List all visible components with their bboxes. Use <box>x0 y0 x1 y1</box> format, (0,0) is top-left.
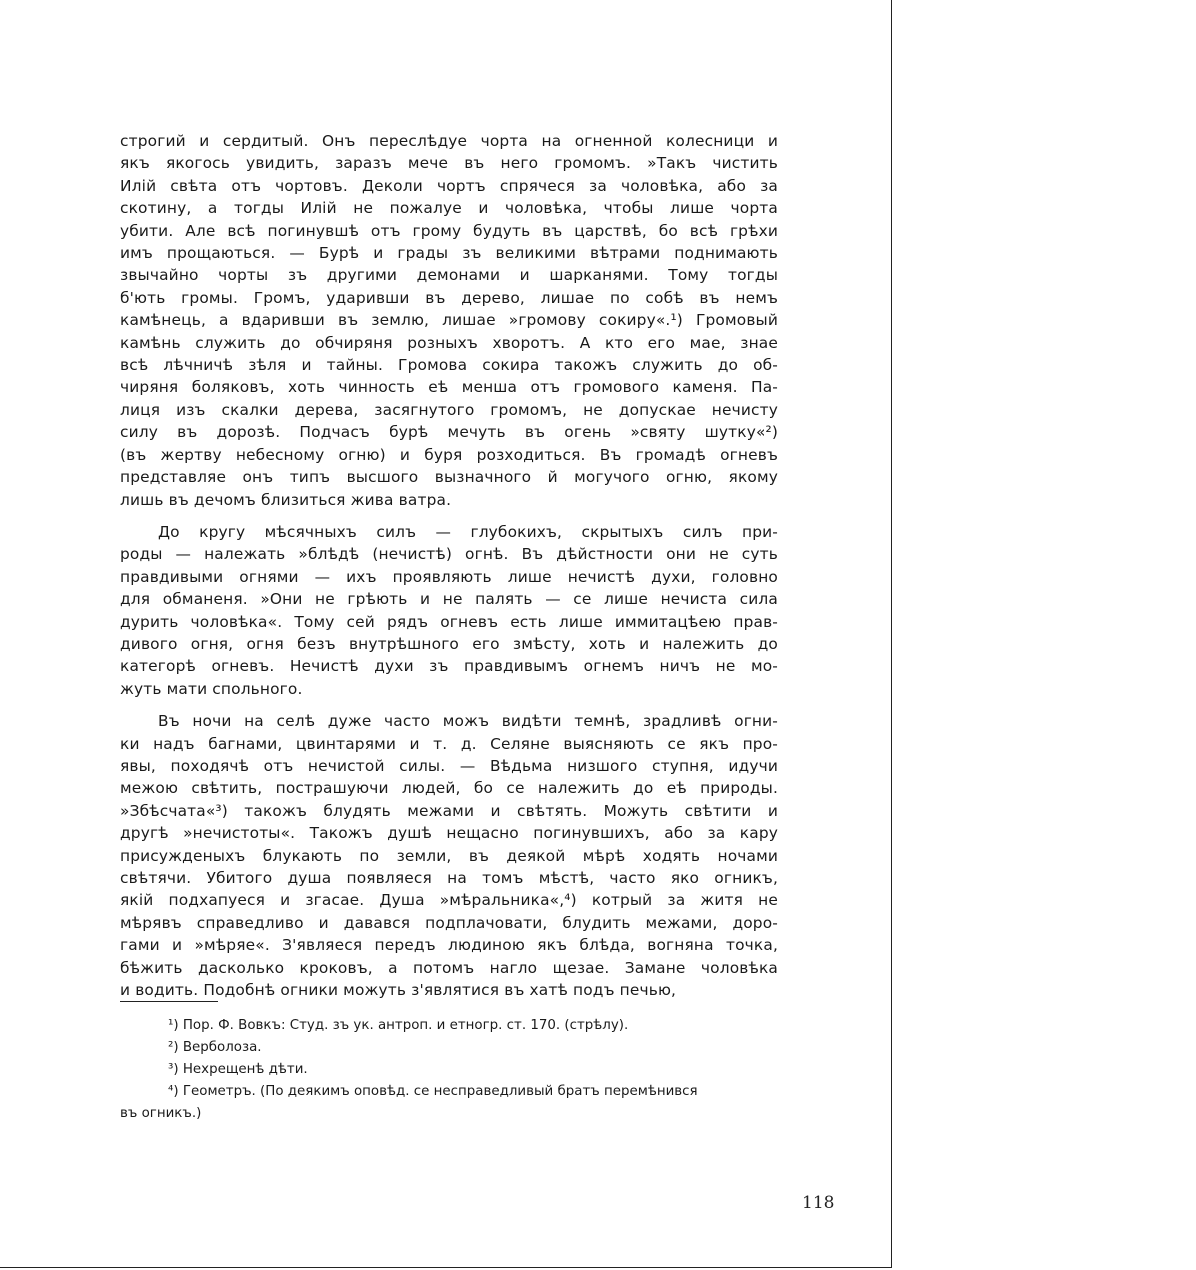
text-line: правдивыми огнями — ихъ проявляють лише нечистѣ духи, головно <box>120 567 778 586</box>
text-line: категорѣ огневъ. Нечистѣ духи зъ правдивымъ огнемъ ничъ не мо- <box>120 657 778 676</box>
text-line: другѣ »нечистоты«. Такожъ душѣ нещасно погинувшихъ, або за кару <box>120 824 778 843</box>
text-line: »Збѣсчата«³) такожъ блудять межами и свѣтять. Можуть свѣтити и <box>120 801 778 820</box>
page-number: 118 <box>802 1193 835 1213</box>
footnotes <box>120 1015 778 1125</box>
text-line: и водить. Подобнѣ огники можуть з'являтися въ хатѣ подъ печью, <box>120 981 677 1000</box>
text-line: камѣнець, а вдаривши въ землю, лишае »громову сокиру«.¹) Громовый <box>120 311 778 330</box>
text-line: убити. Але всѣ погинувшѣ отъ грому будуть въ царствѣ, бо всѣ грѣхи <box>120 221 778 240</box>
text-line: строгий и сердитый. Онъ переслѣдуе чорта на огненной колесници и <box>120 132 778 150</box>
footnote-3: ³) Нехрещенѣ дѣти. <box>168 1062 308 1077</box>
text-line: ки надъ багнами, цвинтарями и т. д. Селяне выясняють се якъ про- <box>120 734 778 753</box>
text-line: явы, походячѣ отъ нечистой силы. — Вѣдьма низшого ступня, идучи <box>120 756 778 775</box>
text-line: всѣ лѣчничѣ зѣля и тайны. Громова сокира такожъ служить до об- <box>120 356 778 375</box>
text-line: якъ якогось увидить, заразъ мече въ него громомъ. »Такъ чистить <box>120 154 778 173</box>
footnote-2: ²) Верболоза. <box>168 1040 262 1055</box>
paragraph <box>120 521 778 700</box>
footnote-4: ⁴) Геометръ. (По деякимъ оповѣд. се несправедливый братъ перемѣнився <box>168 1084 698 1099</box>
text-line: межою свѣтить, пострашуючи людей, бо се належить до еѣ природы. <box>120 779 778 798</box>
footnote-divider <box>120 1001 218 1002</box>
body-text <box>120 130 778 1011</box>
text-line: Въ ночи на селѣ дуже часто можъ видѣти темнѣ, зрадливѣ огни- <box>158 712 778 731</box>
text-line: имъ прощаються. — Бурѣ и грады зъ великими вѣтрами поднимають <box>120 244 778 263</box>
text-line: для обманеня. »Они не грѣють и не палять — се лише нечиста сила <box>120 590 778 609</box>
text-line: якій подхапуеся и згасае. Душа »мѣральника«,⁴) котрый за житя не <box>120 891 778 910</box>
footnote-4-continuation: въ огникъ.) <box>120 1106 202 1121</box>
text-line: бѣжить дасколько кроковъ, а потомъ нагло щезае. Замане чоловѣка <box>120 958 778 977</box>
text-line: скотину, а тогды Илій не пожалуе и чоловѣка, чтобы лише чорта <box>120 199 778 218</box>
text-line: б'ють громы. Громъ, ударивши въ дерево, лишае по собѣ въ немъ <box>120 288 778 307</box>
text-line: До кругу мѣсячныхъ силъ — глубокихъ, скрытыхъ силъ при- <box>158 522 778 541</box>
text-line: камѣнь служить до обчиряня розныхъ хворотъ. А кто его мае, знае <box>120 333 778 352</box>
text-line: гами и »мѣряе«. З'являеся передъ людиною якъ блѣда, вогняна точка, <box>120 936 778 955</box>
paragraph <box>120 710 778 1001</box>
text-line: силу въ дорозѣ. Подчасъ бурѣ мечуть въ огень »святу шутку«²) <box>120 423 778 442</box>
text-line: звычайно чорты зъ другими демонами и шарканями. Тому тогды <box>120 266 778 285</box>
text-line: роды — належать »блѣдѣ (нечистѣ) огнѣ. Въ дѣйстности они не суть <box>120 545 778 564</box>
text-line: мѣрявъ справедливо и давався подплачовати, блудить межами, доро- <box>120 913 778 932</box>
text-line: свѣтячи. Убитого душа появляеся на томъ мѣстѣ, часто яко огникъ, <box>120 869 778 887</box>
text-line: дурить чоловѣка«. Тому сей рядъ огневъ есть лише иммитацѣею прав- <box>120 612 778 631</box>
text-line: дивого огня, огня безъ внутрѣшного его змѣсту, хоть и належить до <box>120 634 778 653</box>
text-line: (въ жертву небесному огню) и буря розходиться. Въ громадѣ огневъ <box>120 445 778 464</box>
footnote-1: ¹) Пор. Ф. Вовкъ: Студ. зъ ук. антроп. и етногр. ст. 170. (стрѣлу). <box>168 1018 629 1033</box>
text-line: лишь въ дечомъ близиться жива ватра. <box>120 490 452 509</box>
text-line: представляе онъ типъ высшого вызначного й могучого огню, якому <box>120 468 778 487</box>
text-line: присужденыхъ блукають по земли, въ деякой мѣрѣ ходять ночами <box>120 846 778 865</box>
text-line: жуть мати спольного. <box>120 679 303 698</box>
text-line: лиця изъ скалки дерева, засягнутого громомъ, не допускае нечисту <box>120 400 778 419</box>
text-line: чиряня боляковъ, хоть чинность еѣ менша отъ громового каменя. Па- <box>120 378 778 397</box>
paragraph <box>120 130 778 511</box>
text-line: Илій свѣта отъ чортовъ. Деколи чортъ спрячеся за чоловѣка, або за <box>120 176 778 195</box>
